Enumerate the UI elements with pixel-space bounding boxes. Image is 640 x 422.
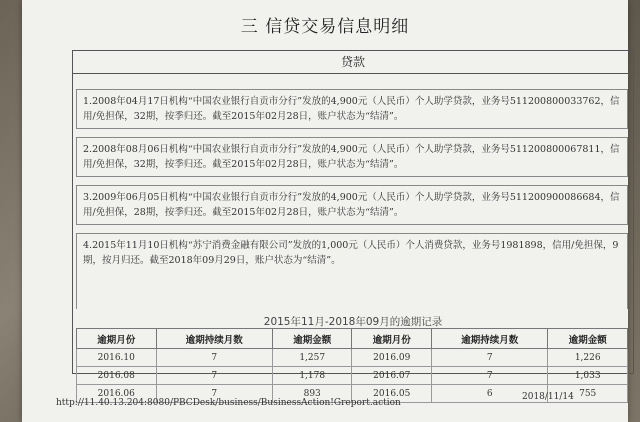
table-cell: 6 [432,385,548,403]
col-header: 逾期持续月数 [432,329,548,349]
loan-entry-4 [76,233,628,309]
table-cell: 893 [272,385,352,403]
table-cell: 7 [432,367,548,385]
table-cell: 7 [156,367,272,385]
table-cell: 2016.08 [77,367,157,385]
table-cell: 1,178 [272,367,352,385]
table-cell: 2016.09 [352,349,432,367]
table-cell: 1,033 [548,367,628,385]
table-cell: 2016.10 [77,349,157,367]
table-cell: 2016.05 [352,385,432,403]
footer-url: http://11.40.13.204:8080/PBCDesk/business/BusinessAction!Greport.action [56,398,401,408]
loan-entry-4-text: 4.2015年11月10日机构“苏宁消费金融有限公司”发放的1,000元（人民币）个人消费贷款，业务号1981898，信用/免担保，9期，按月归还。截至2018年09月29日，账户状态为“结清”。 [83,240,619,266]
col-header: 逾期金额 [548,329,628,349]
table-cell: 2016.07 [352,367,432,385]
table-cell: 755 [548,385,628,403]
table-row [77,349,628,367]
col-header: 逾期月份 [77,329,157,349]
col-header: 逾期金额 [272,329,352,349]
table-cell: 2016.06 [77,385,157,403]
loan-entry-1: 1.2008年04月17日机构“中国农业银行自贡市分行”发放的4,900元（人民币）个人助学贷款，业务号51120080003376​2，信用/免担保，32期，按季归还。截至2015年02月28日，账户状态为“结清”。 [76,89,628,129]
table-cell: 7 [156,349,272,367]
table-cell: 1,257 [272,349,352,367]
section-header: 贷款 [73,51,633,74]
page-title: 三 信贷交易信息明细 [240,17,410,37]
table-cell: 1,226 [548,349,628,367]
loan-entry-2: 2.2008年08月06日机构“中国农业银行自贡市分行”发放的4,900元（人民币）个人助学贷款，业务号51120080006781​1，信用/免担保，32期，按季归还。截至2015年02月28日，账户状态为“结清”。 [76,137,628,177]
col-header: 逾期持续月数 [156,329,272,349]
loan-entry-3: 3.2009年06月05日机构“中国农业银行自贡市分行”发放的4,900元（人民币）个人助学贷款，业务号51120090008668​4，信用/免担保，28期，按季归还。截至2015年02月28日，账户状态为“结清”。 [76,185,628,225]
table-cell: 7 [432,349,548,367]
credit-report-page [22,0,628,422]
overdue-title: 2015年11月-2018年09月的逾期记录 [263,316,443,328]
col-header: 逾期月份 [352,329,432,349]
footer-date: 2018/11/14 [522,392,574,402]
table-cell: 7 [156,385,272,403]
overdue-header-row [77,329,628,349]
table-row [77,367,628,385]
